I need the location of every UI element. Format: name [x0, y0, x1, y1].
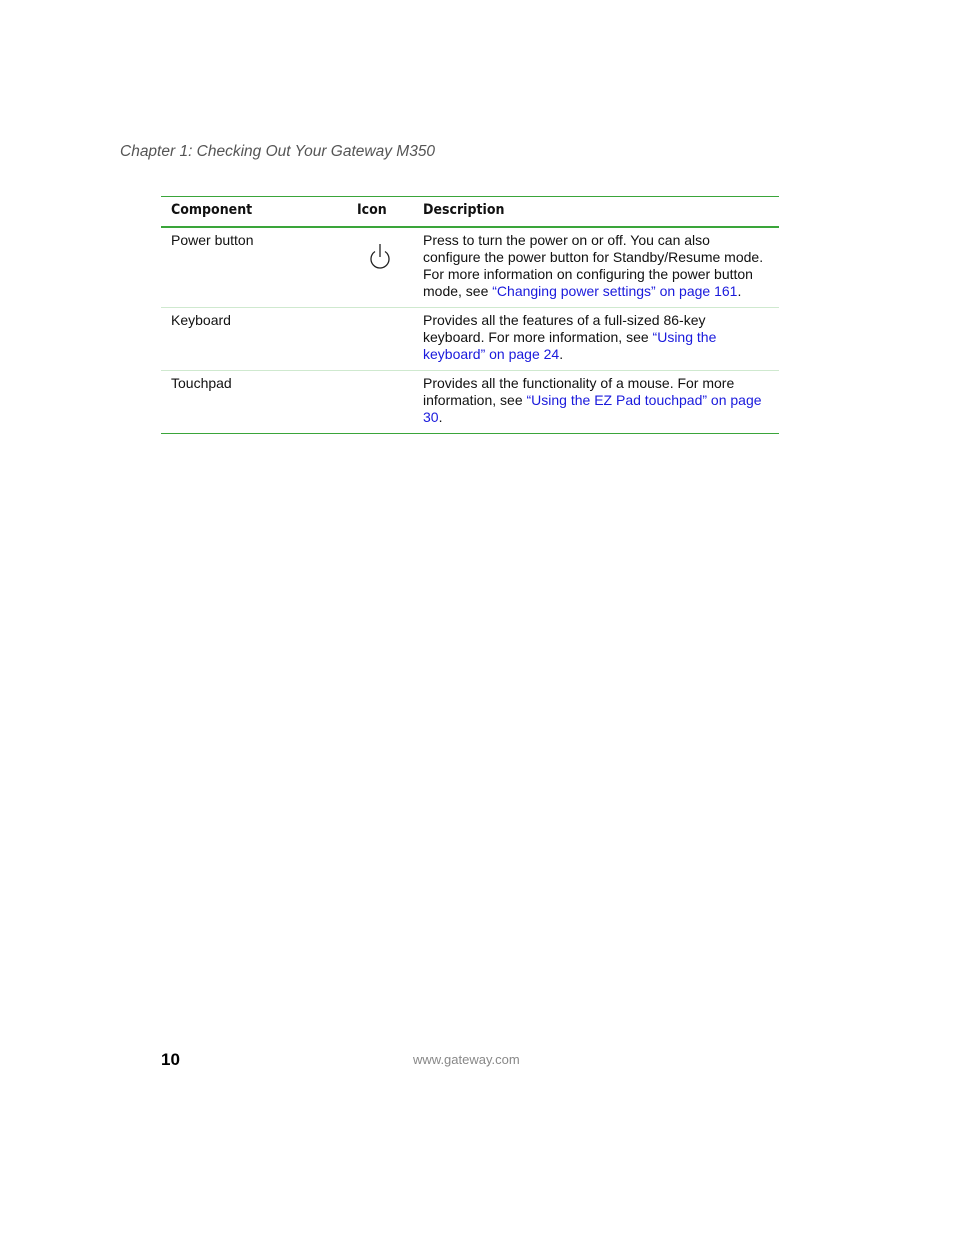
- icon-cell: [347, 227, 413, 308]
- using-touchpad-link[interactable]: “Using the EZ Pad touchpad” on page 30: [423, 392, 762, 425]
- description-text: Provides all the functionality of a mouse. For more information, see: [423, 375, 735, 408]
- icon-cell: [347, 371, 413, 434]
- column-header-description: Description: [413, 197, 779, 228]
- running-header: Chapter 1: Checking Out Your Gateway M350: [120, 143, 436, 160]
- changing-power-settings-link[interactable]: “Changing power settings” on page 161: [492, 283, 738, 299]
- column-header-icon: Icon: [347, 197, 413, 228]
- description-period: .: [737, 283, 742, 299]
- icon-cell: [347, 308, 413, 371]
- table-row-touchpad: [161, 371, 779, 434]
- description-period: .: [559, 346, 564, 362]
- description-period: .: [438, 409, 443, 425]
- component-name: Touchpad: [161, 371, 347, 434]
- component-name: Power button: [161, 227, 347, 308]
- table-row-power-button: [161, 227, 779, 308]
- component-description: [413, 371, 779, 434]
- using-keyboard-link[interactable]: “Using the keyboard” on page 24: [423, 329, 717, 362]
- component-name: Keyboard: [161, 308, 347, 371]
- component-table: [161, 196, 779, 434]
- description-text: Provides all the features of a full-sized 86-key keyboard. For more information, see: [423, 312, 706, 345]
- page-number: 10: [161, 1050, 180, 1069]
- table-row-keyboard: [161, 308, 779, 371]
- table-header-row: [161, 197, 779, 228]
- component-description: [413, 308, 779, 371]
- footer-url: www.gateway.com: [413, 1052, 520, 1067]
- component-description: [413, 227, 779, 308]
- column-header-component: Component: [161, 197, 347, 228]
- power-icon: [368, 242, 392, 270]
- description-text: Press to turn the power on or off. You can also configure the power button for Standby/Resume mode. For more information on configuring the power button mode, see: [423, 232, 764, 299]
